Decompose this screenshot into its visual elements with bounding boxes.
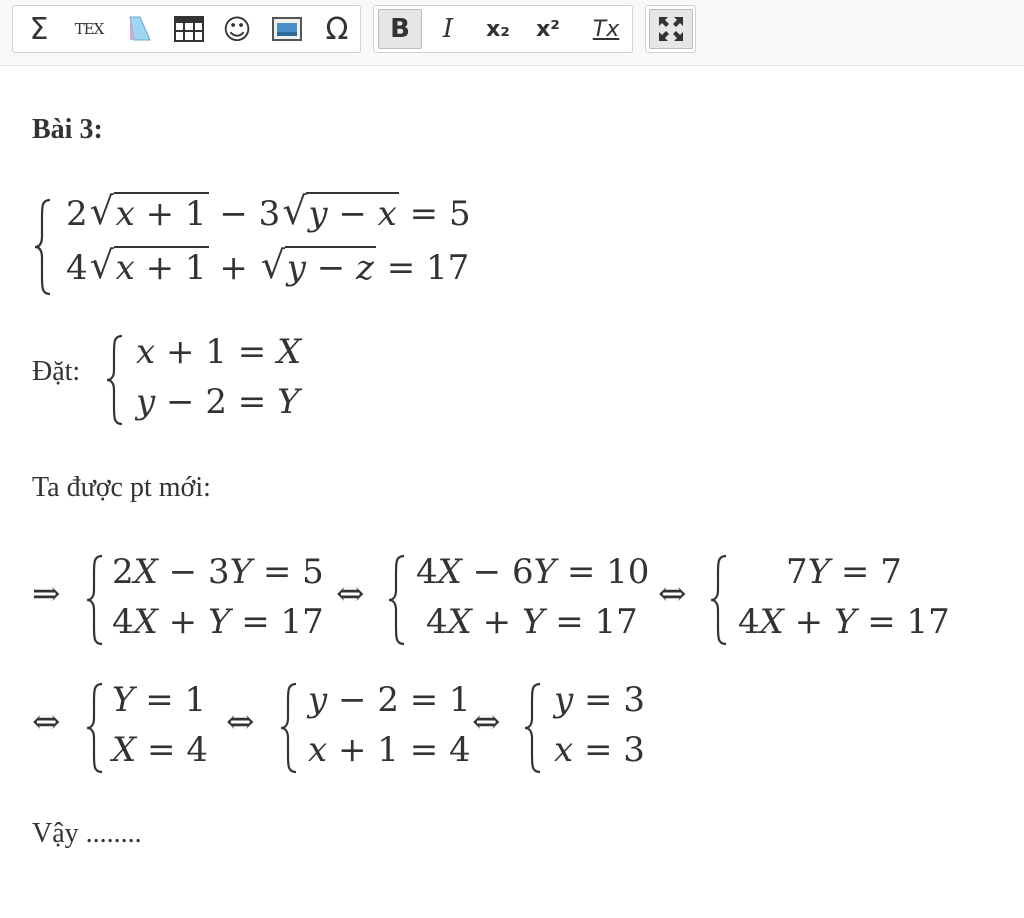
exercise-title: Bài 3: bbox=[32, 114, 103, 145]
equation-row: 2√ x + 1 − 3√ y − x = 5 bbox=[66, 194, 471, 234]
italic-button[interactable]: I bbox=[442, 14, 454, 44]
equation-row: y = 3 bbox=[554, 680, 645, 720]
implies-symbol: ⇒ bbox=[32, 574, 61, 614]
equation-system-original bbox=[32, 188, 471, 296]
maximize-icon[interactable] bbox=[649, 9, 693, 49]
omega-icon[interactable]: Ω bbox=[325, 11, 349, 47]
conclusion-text: Vậy ........ bbox=[32, 818, 142, 849]
equivalent-symbol: ⇔ bbox=[472, 702, 501, 742]
editor-toolbar bbox=[0, 0, 1024, 66]
equation-system-step3 bbox=[708, 548, 968, 648]
equation-row: 2X − 3Y = 5 bbox=[112, 552, 324, 592]
brace-icon bbox=[84, 682, 106, 774]
equation-system-step5 bbox=[278, 676, 478, 776]
sigma-icon[interactable]: Σ bbox=[29, 11, 49, 47]
editor-content[interactable] bbox=[0, 66, 1024, 918]
equation-row: y − 2 = 1 bbox=[308, 680, 471, 720]
equation-row: Y = 1 bbox=[112, 680, 207, 720]
brace-icon bbox=[84, 554, 106, 646]
substitution-system bbox=[104, 328, 324, 428]
emoji-icon[interactable]: ☺ bbox=[222, 12, 252, 46]
table-icon[interactable] bbox=[167, 9, 211, 49]
equation-row: 4√ x + 1 + √ y − z = 17 bbox=[66, 248, 469, 288]
equation-system-solution bbox=[522, 676, 662, 776]
equation-row: 4X + Y = 17 bbox=[426, 602, 638, 642]
equivalent-symbol: ⇔ bbox=[658, 574, 687, 614]
brace-icon bbox=[278, 682, 300, 774]
brace-icon bbox=[708, 554, 730, 646]
equation-row: 7Y = 7 bbox=[786, 552, 902, 592]
image-icon[interactable] bbox=[265, 9, 309, 49]
equation-row: 4X − 6Y = 10 bbox=[416, 552, 650, 592]
bold-button[interactable]: B bbox=[378, 9, 422, 49]
equation-system-step4 bbox=[84, 676, 224, 776]
equation-row: 4X + Y = 17 bbox=[738, 602, 950, 642]
substitution-label: Đặt: bbox=[32, 356, 81, 387]
equation-system-step2 bbox=[386, 548, 656, 648]
equivalent-symbol: ⇔ bbox=[336, 574, 365, 614]
insert-toolbar-group bbox=[12, 5, 361, 53]
equation-row: 4X + Y = 17 bbox=[112, 602, 324, 642]
equivalent-symbol: ⇔ bbox=[226, 702, 255, 742]
tex-icon[interactable]: TEX bbox=[74, 20, 104, 38]
format-toolbar-group bbox=[373, 5, 633, 53]
equation-row: x + 1 = X bbox=[136, 332, 302, 372]
eraser-icon[interactable] bbox=[117, 9, 161, 49]
equation-system-step1 bbox=[84, 548, 334, 648]
maximize-toolbar-group bbox=[645, 5, 696, 53]
brace-icon bbox=[104, 334, 126, 426]
equation-row: y − 2 = Y bbox=[136, 382, 300, 422]
equivalent-symbol: ⇔ bbox=[32, 702, 61, 742]
brace-icon bbox=[386, 554, 408, 646]
remove-format-button[interactable]: Tx bbox=[592, 16, 620, 42]
equation-row: x = 3 bbox=[554, 730, 645, 770]
equation-row: x + 1 = 4 bbox=[308, 730, 471, 770]
superscript-button[interactable]: x² bbox=[536, 16, 560, 42]
brace-icon bbox=[32, 198, 54, 296]
equation-row: X = 4 bbox=[112, 730, 208, 770]
subscript-button[interactable]: x₂ bbox=[486, 16, 510, 42]
new-equation-label: Ta được pt mới: bbox=[32, 472, 211, 503]
brace-icon bbox=[522, 682, 544, 774]
